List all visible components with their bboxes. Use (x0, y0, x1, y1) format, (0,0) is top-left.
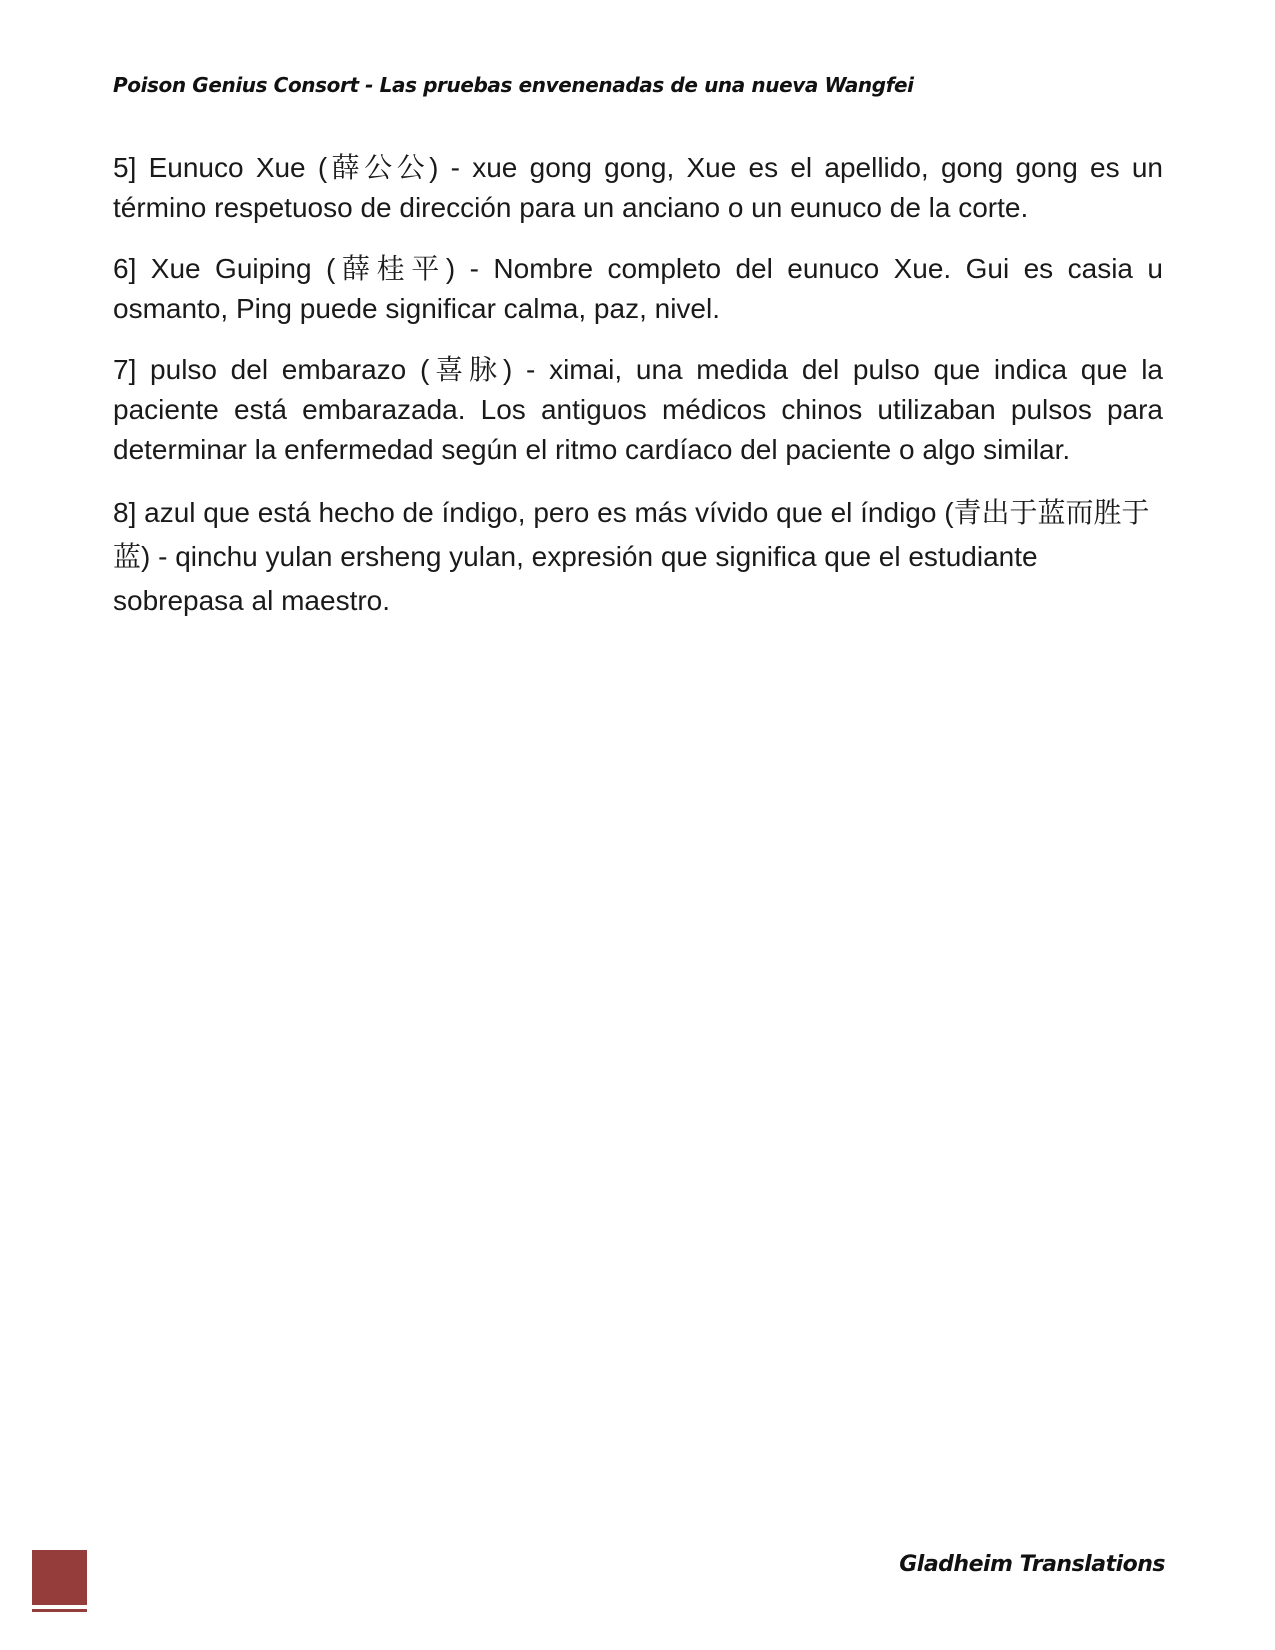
page-number: 9 (104, 1559, 128, 1599)
note-8: 8] azul que está hecho de índigo, pero es más vívido que el índigo (青出于蓝而胜于蓝) - qinchu yulan ersheng yulan, expresión que significa que el estudiante sobrepasa al maestro. (113, 497, 1150, 616)
translator-notes (113, 148, 1163, 644)
note-6: 6] Xue Guiping (薛桂平) - Nombre completo del eunuco Xue. Gui es casia u osmanto, Ping puede significar calma, paz, nivel. (113, 253, 1163, 324)
page-number-rule (32, 1609, 87, 1612)
footer-credit: Gladheim Translations (899, 1552, 1165, 1577)
page-number-box (32, 1550, 128, 1605)
note-5: 5] Eunuco Xue (薛公公) - xue gong gong, Xue es el apellido, gong gong es un término respetuoso de dirección para un anciano o un eunuco de la corte. (113, 152, 1163, 223)
running-header-title: Poison Genius Consort - Las pruebas envenenadas de una nueva Wangfei (113, 73, 914, 97)
note-7: 7] pulso del embarazo (喜脉) - ximai, una medida del pulso que indica que la paciente está embarazada. Los antiguos médicos chinos utilizaban pulsos para determinar la enfermedad según el ritmo cardíaco del paciente o algo similar. (113, 354, 1163, 465)
